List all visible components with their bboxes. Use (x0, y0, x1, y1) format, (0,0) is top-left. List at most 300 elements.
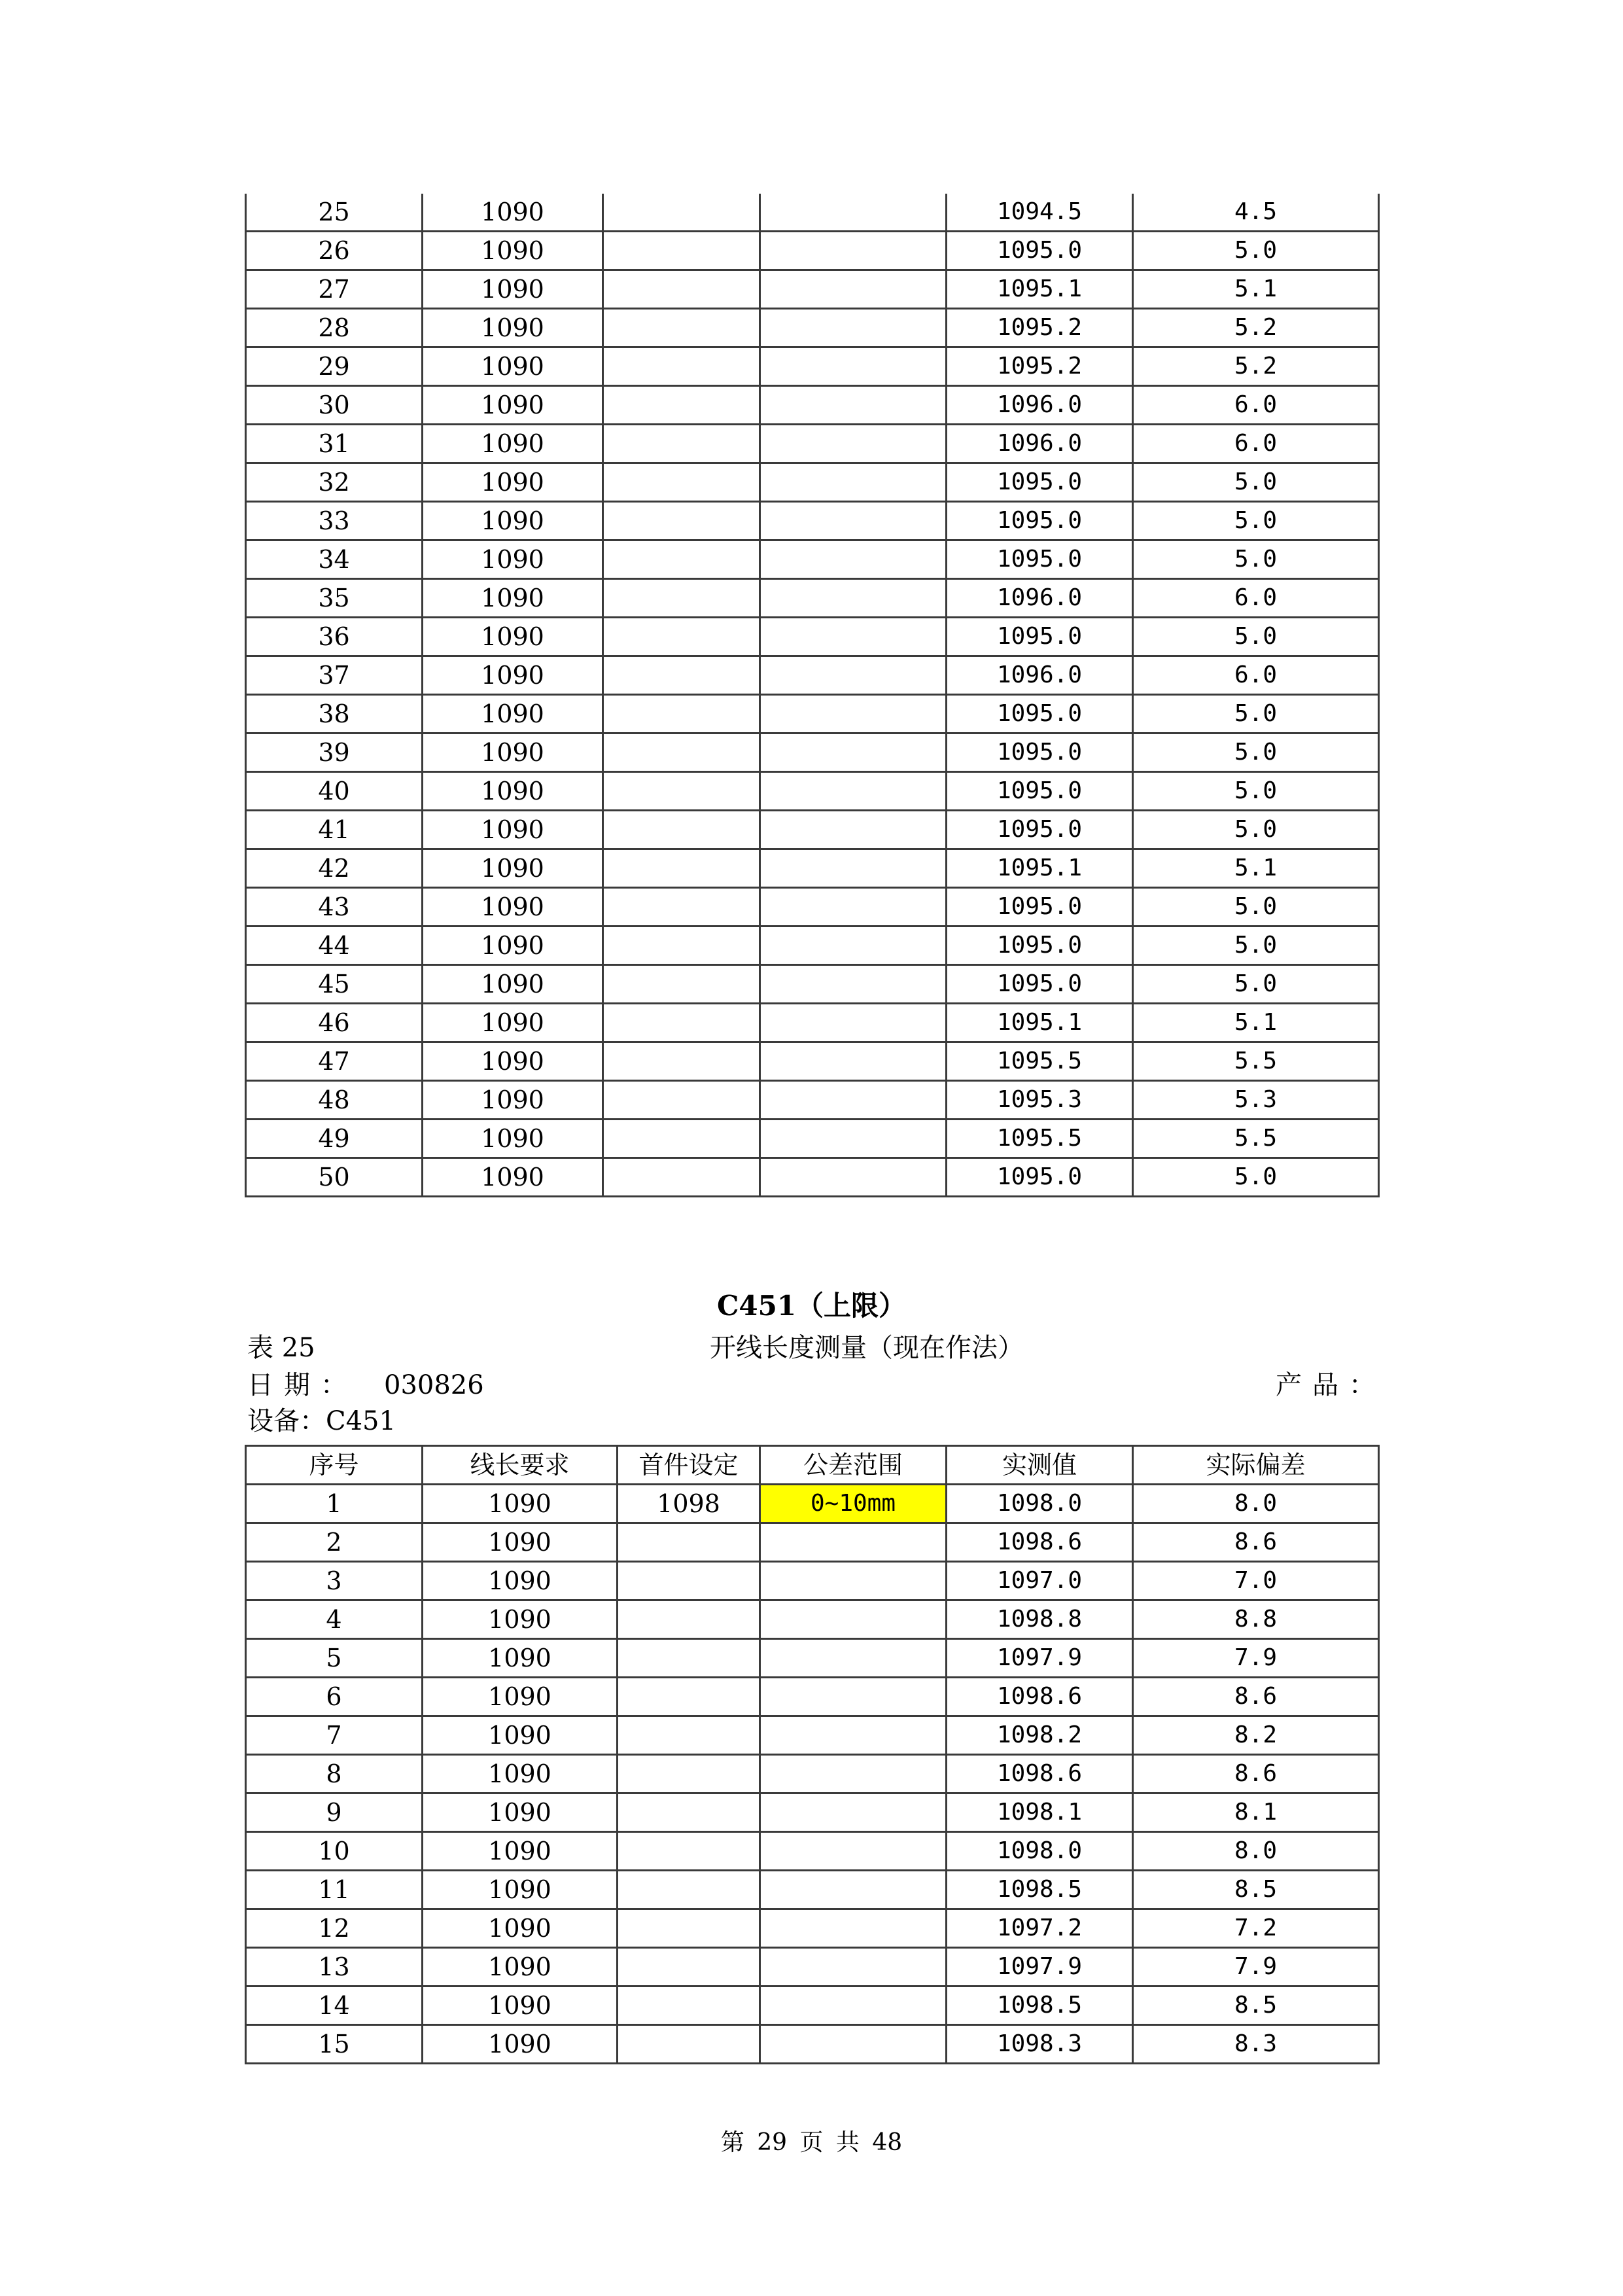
cell-first-setting (618, 1832, 760, 1871)
cell-serial: 25 (246, 194, 423, 232)
cell-tolerance (760, 733, 947, 772)
cell-length-requirement: 1090 (423, 849, 603, 888)
cell-length-requirement: 1090 (423, 347, 603, 386)
cell-tolerance (760, 1562, 947, 1600)
cell-tolerance (760, 502, 947, 540)
cell-serial: 39 (246, 733, 423, 772)
cell-tolerance (760, 194, 947, 232)
cell-measured: 1096.0 (947, 386, 1133, 425)
cell-measured: 1097.9 (947, 1948, 1133, 1987)
table-row (246, 270, 1379, 309)
cell-measured: 1098.5 (947, 1871, 1133, 1909)
cell-first-setting (603, 965, 760, 1004)
cell-measured: 1095.5 (947, 1120, 1133, 1158)
table-row (246, 309, 1379, 347)
cell-first-setting (618, 1639, 760, 1678)
cell-first-setting (618, 1600, 760, 1639)
cell-measured: 1096.0 (947, 579, 1133, 618)
cell-measured: 1095.1 (947, 1004, 1133, 1042)
cell-first-setting: 1098 (618, 1485, 760, 1523)
table-row (246, 347, 1379, 386)
cell-length-requirement: 1090 (423, 232, 603, 270)
table-row (246, 1909, 1379, 1948)
cell-deviation: 5.5 (1133, 1120, 1379, 1158)
cell-length-requirement: 1090 (423, 888, 603, 927)
cell-tolerance (760, 463, 947, 502)
cell-deviation: 8.6 (1133, 1678, 1379, 1716)
cell-first-setting (603, 695, 760, 733)
cell-length-requirement: 1090 (423, 579, 603, 618)
cell-length-requirement: 1090 (423, 1158, 603, 1197)
cell-deviation: 5.1 (1133, 1004, 1379, 1042)
table-row (246, 386, 1379, 425)
cell-tolerance (760, 425, 947, 463)
table-row (246, 425, 1379, 463)
cell-measured: 1097.2 (947, 1909, 1133, 1948)
cell-first-setting (618, 1909, 760, 1948)
cell-serial: 33 (246, 502, 423, 540)
table-row (246, 1987, 1379, 2025)
cell-serial: 49 (246, 1120, 423, 1158)
cell-serial: 50 (246, 1158, 423, 1197)
cell-measured: 1095.0 (947, 232, 1133, 270)
cell-serial: 6 (246, 1678, 423, 1716)
cell-first-setting (618, 1948, 760, 1987)
cell-measured: 1094.5 (947, 194, 1133, 232)
table-row (246, 463, 1379, 502)
cell-length-requirement: 1090 (423, 309, 603, 347)
cell-serial: 1 (246, 1485, 423, 1523)
cell-length-requirement: 1090 (423, 1042, 603, 1081)
cell-tolerance (760, 1987, 947, 2025)
cell-first-setting (618, 1755, 760, 1793)
cell-tolerance (760, 1909, 947, 1948)
cell-tolerance (760, 347, 947, 386)
cell-tolerance (760, 1523, 947, 1562)
cell-serial: 4 (246, 1600, 423, 1639)
cell-serial: 45 (246, 965, 423, 1004)
cell-first-setting (603, 1120, 760, 1158)
cell-tolerance (760, 232, 947, 270)
cell-length-requirement: 1090 (423, 1716, 618, 1755)
cell-tolerance (760, 888, 947, 927)
cell-serial: 7 (246, 1716, 423, 1755)
cell-deviation: 6.0 (1133, 579, 1379, 618)
cell-deviation: 8.6 (1133, 1523, 1379, 1562)
cell-first-setting (603, 194, 760, 232)
cell-length-requirement: 1090 (423, 1004, 603, 1042)
table-row (246, 618, 1379, 656)
cell-serial: 15 (246, 2025, 423, 2064)
cell-serial: 26 (246, 232, 423, 270)
measurement-table-c451 (245, 1445, 1380, 2064)
cell-first-setting (603, 1081, 760, 1120)
cell-serial: 11 (246, 1871, 423, 1909)
cell-length-requirement: 1090 (423, 1523, 618, 1562)
cell-serial: 27 (246, 270, 423, 309)
cell-deviation: 5.1 (1133, 270, 1379, 309)
cell-deviation: 5.0 (1133, 733, 1379, 772)
cell-deviation: 5.0 (1133, 463, 1379, 502)
cell-serial: 30 (246, 386, 423, 425)
cell-deviation: 7.9 (1133, 1948, 1379, 1987)
cell-length-requirement: 1090 (423, 270, 603, 309)
cell-tolerance (760, 849, 947, 888)
cell-first-setting (603, 309, 760, 347)
cell-serial: 42 (246, 849, 423, 888)
cell-tolerance (760, 2025, 947, 2064)
table-row (246, 927, 1379, 965)
cell-first-setting (618, 1523, 760, 1562)
cell-measured: 1095.0 (947, 463, 1133, 502)
cell-deviation: 6.0 (1133, 656, 1379, 695)
cell-deviation: 8.1 (1133, 1793, 1379, 1832)
cell-length-requirement: 1090 (423, 1987, 618, 2025)
table-row (246, 965, 1379, 1004)
cell-length-requirement: 1090 (423, 1081, 603, 1120)
cell-measured: 1095.1 (947, 270, 1133, 309)
cell-first-setting (603, 1004, 760, 1042)
cell-measured: 1095.0 (947, 1158, 1133, 1197)
cell-length-requirement: 1090 (423, 1120, 603, 1158)
cell-first-setting (603, 1158, 760, 1197)
cell-length-requirement: 1090 (423, 618, 603, 656)
cell-measured: 1096.0 (947, 656, 1133, 695)
table-title: 开线长度测量（现在作法） (710, 1333, 1024, 1363)
cell-serial: 5 (246, 1639, 423, 1678)
cell-deviation: 8.2 (1133, 1716, 1379, 1755)
table-row (246, 1793, 1379, 1832)
cell-length-requirement: 1090 (423, 1793, 618, 1832)
cell-tolerance (760, 1042, 947, 1081)
cell-deviation: 5.0 (1133, 232, 1379, 270)
cell-measured: 1095.0 (947, 811, 1133, 849)
cell-length-requirement: 1090 (423, 927, 603, 965)
cell-deviation: 5.0 (1133, 811, 1379, 849)
table-row (246, 1081, 1379, 1120)
table-row (246, 888, 1379, 927)
table-row (246, 1832, 1379, 1871)
cell-deviation: 5.3 (1133, 1081, 1379, 1120)
cell-deviation: 5.0 (1133, 695, 1379, 733)
cell-first-setting (603, 232, 760, 270)
cell-deviation: 8.8 (1133, 1600, 1379, 1639)
header-cell-length-requirement: 线长要求 (423, 1446, 618, 1485)
cell-deviation: 8.6 (1133, 1755, 1379, 1793)
table-row (246, 1948, 1379, 1987)
cell-first-setting (603, 772, 760, 811)
cell-tolerance (760, 656, 947, 695)
cell-tolerance (760, 386, 947, 425)
cell-serial: 36 (246, 618, 423, 656)
cell-measured: 1096.0 (947, 425, 1133, 463)
cell-deviation: 5.0 (1133, 772, 1379, 811)
cell-deviation: 5.0 (1133, 965, 1379, 1004)
header-cell-first-setting: 首件设定 (618, 1446, 760, 1485)
cell-tolerance (760, 540, 947, 579)
cell-first-setting (603, 347, 760, 386)
cell-deviation: 5.5 (1133, 1042, 1379, 1081)
cell-length-requirement: 1090 (423, 194, 603, 232)
table-row (246, 1562, 1379, 1600)
cell-serial: 14 (246, 1987, 423, 2025)
cell-tolerance (760, 811, 947, 849)
cell-length-requirement: 1090 (423, 425, 603, 463)
cell-length-requirement: 1090 (423, 2025, 618, 2064)
cell-serial: 10 (246, 1832, 423, 1871)
cell-deviation: 5.0 (1133, 888, 1379, 927)
cell-measured: 1095.1 (947, 849, 1133, 888)
cell-deviation: 5.0 (1133, 540, 1379, 579)
cell-first-setting (618, 2025, 760, 2064)
cell-first-setting (603, 502, 760, 540)
table-row (246, 849, 1379, 888)
cell-tolerance (760, 1600, 947, 1639)
cell-measured: 1095.0 (947, 927, 1133, 965)
table-row (246, 733, 1379, 772)
equipment-label: 设备：C451 (247, 1406, 396, 1436)
cell-length-requirement: 1090 (423, 1755, 618, 1793)
cell-length-requirement: 1090 (423, 1485, 618, 1523)
cell-length-requirement: 1090 (423, 1600, 618, 1639)
cell-first-setting (603, 1042, 760, 1081)
cell-serial: 43 (246, 888, 423, 927)
cell-deviation: 6.0 (1133, 386, 1379, 425)
cell-serial: 47 (246, 1042, 423, 1081)
cell-first-setting (618, 1562, 760, 1600)
table-row (246, 772, 1379, 811)
cell-serial: 8 (246, 1755, 423, 1793)
table-row (246, 695, 1379, 733)
cell-first-setting (603, 386, 760, 425)
table-row (246, 1600, 1379, 1639)
cell-tolerance: 0~10mm (760, 1485, 947, 1523)
table-row (246, 1871, 1379, 1909)
table-row (246, 1755, 1379, 1793)
cell-deviation: 5.0 (1133, 1158, 1379, 1197)
cell-tolerance (760, 1639, 947, 1678)
table-row (246, 1716, 1379, 1755)
cell-tolerance (760, 1716, 947, 1755)
cell-serial: 37 (246, 656, 423, 695)
cell-length-requirement: 1090 (423, 733, 603, 772)
cell-serial: 12 (246, 1909, 423, 1948)
cell-tolerance (760, 695, 947, 733)
table-row (246, 1004, 1379, 1042)
cell-measured: 1097.9 (947, 1639, 1133, 1678)
cell-serial: 9 (246, 1793, 423, 1832)
product-label: 产品： (1276, 1370, 1386, 1400)
cell-first-setting (603, 927, 760, 965)
cell-first-setting (618, 1871, 760, 1909)
cell-measured: 1097.0 (947, 1562, 1133, 1600)
cell-length-requirement: 1090 (423, 1948, 618, 1987)
cell-tolerance (760, 1793, 947, 1832)
cell-deviation: 7.0 (1133, 1562, 1379, 1600)
cell-measured: 1098.5 (947, 1987, 1133, 2025)
cell-first-setting (603, 656, 760, 695)
header-row (246, 1446, 1379, 1485)
cell-first-setting (603, 888, 760, 927)
cell-measured: 1095.2 (947, 309, 1133, 347)
measurement-table-continued (245, 194, 1380, 1197)
cell-measured: 1098.6 (947, 1523, 1133, 1562)
cell-length-requirement: 1090 (423, 1871, 618, 1909)
cell-deviation: 8.0 (1133, 1832, 1379, 1871)
cell-deviation: 5.0 (1133, 502, 1379, 540)
cell-measured: 1095.0 (947, 965, 1133, 1004)
cell-deviation: 5.0 (1133, 927, 1379, 965)
cell-measured: 1098.6 (947, 1755, 1133, 1793)
cell-first-setting (603, 270, 760, 309)
table-row (246, 579, 1379, 618)
cell-measured: 1095.0 (947, 733, 1133, 772)
cell-serial: 46 (246, 1004, 423, 1042)
cell-deviation: 8.5 (1133, 1871, 1379, 1909)
cell-length-requirement: 1090 (423, 1639, 618, 1678)
cell-serial: 38 (246, 695, 423, 733)
table-row (246, 1120, 1379, 1158)
cell-tolerance (760, 1004, 947, 1042)
cell-tolerance (760, 965, 947, 1004)
cell-first-setting (618, 1716, 760, 1755)
cell-first-setting (603, 579, 760, 618)
cell-tolerance (760, 1158, 947, 1197)
cell-measured: 1095.0 (947, 772, 1133, 811)
cell-tolerance (760, 1948, 947, 1987)
cell-first-setting (603, 463, 760, 502)
cell-first-setting (618, 1678, 760, 1716)
cell-measured: 1095.3 (947, 1081, 1133, 1120)
table-row (246, 232, 1379, 270)
cell-measured: 1098.0 (947, 1485, 1133, 1523)
table-row (246, 194, 1379, 232)
table-row (246, 811, 1379, 849)
cell-deviation: 5.2 (1133, 347, 1379, 386)
cell-first-setting (603, 733, 760, 772)
table-row (246, 540, 1379, 579)
cell-measured: 1095.0 (947, 502, 1133, 540)
table-row (246, 1639, 1379, 1678)
header-cell-serial: 序号 (246, 1446, 423, 1485)
cell-length-requirement: 1090 (423, 1909, 618, 1948)
cell-serial: 48 (246, 1081, 423, 1120)
cell-tolerance (760, 270, 947, 309)
cell-tolerance (760, 618, 947, 656)
cell-deviation: 5.1 (1133, 849, 1379, 888)
cell-length-requirement: 1090 (423, 656, 603, 695)
table-row (246, 1678, 1379, 1716)
cell-measured: 1095.0 (947, 618, 1133, 656)
cell-deviation: 5.2 (1133, 309, 1379, 347)
header-cell-measured: 实测值 (947, 1446, 1133, 1485)
cell-deviation: 5.0 (1133, 618, 1379, 656)
cell-tolerance (760, 927, 947, 965)
cell-measured: 1098.0 (947, 1832, 1133, 1871)
cell-serial: 31 (246, 425, 423, 463)
cell-first-setting (603, 811, 760, 849)
table-row (246, 1485, 1379, 1523)
date-value: 030826 (384, 1370, 484, 1400)
date-label: 日期： (247, 1370, 357, 1400)
section-title: C451（上限） (716, 1290, 907, 1322)
cell-measured: 1098.6 (947, 1678, 1133, 1716)
cell-serial: 34 (246, 540, 423, 579)
cell-deviation: 8.0 (1133, 1485, 1379, 1523)
cell-deviation: 7.9 (1133, 1639, 1379, 1678)
cell-tolerance (760, 1678, 947, 1716)
page-footer: 第 29 页 共 48 (720, 2129, 903, 2156)
cell-measured: 1095.5 (947, 1042, 1133, 1081)
cell-tolerance (760, 309, 947, 347)
cell-measured: 1098.8 (947, 1600, 1133, 1639)
cell-first-setting (603, 425, 760, 463)
cell-measured: 1095.0 (947, 888, 1133, 927)
cell-measured: 1098.2 (947, 1716, 1133, 1755)
table-row (246, 502, 1379, 540)
table-number: 表 25 (247, 1333, 315, 1363)
table-row (246, 2025, 1379, 2064)
cell-deviation: 7.2 (1133, 1909, 1379, 1948)
table-row (246, 1523, 1379, 1562)
cell-length-requirement: 1090 (423, 1832, 618, 1871)
cell-tolerance (760, 1081, 947, 1120)
cell-first-setting (603, 618, 760, 656)
cell-first-setting (618, 1793, 760, 1832)
cell-length-requirement: 1090 (423, 1562, 618, 1600)
cell-serial: 32 (246, 463, 423, 502)
table-row (246, 1158, 1379, 1197)
cell-deviation: 4.5 (1133, 194, 1379, 232)
cell-length-requirement: 1090 (423, 811, 603, 849)
cell-deviation: 6.0 (1133, 425, 1379, 463)
cell-deviation: 8.5 (1133, 1987, 1379, 2025)
cell-deviation: 8.3 (1133, 2025, 1379, 2064)
cell-length-requirement: 1090 (423, 772, 603, 811)
cell-measured: 1095.2 (947, 347, 1133, 386)
cell-first-setting (603, 540, 760, 579)
cell-serial: 13 (246, 1948, 423, 1987)
cell-length-requirement: 1090 (423, 386, 603, 425)
table-row (246, 1042, 1379, 1081)
cell-first-setting (603, 849, 760, 888)
cell-length-requirement: 1090 (423, 463, 603, 502)
header-cell-deviation: 实际偏差 (1133, 1446, 1379, 1485)
cell-first-setting (618, 1987, 760, 2025)
cell-length-requirement: 1090 (423, 540, 603, 579)
cell-length-requirement: 1090 (423, 695, 603, 733)
cell-serial: 44 (246, 927, 423, 965)
cell-serial: 2 (246, 1523, 423, 1562)
cell-serial: 41 (246, 811, 423, 849)
cell-tolerance (760, 579, 947, 618)
cell-serial: 40 (246, 772, 423, 811)
cell-length-requirement: 1090 (423, 965, 603, 1004)
cell-tolerance (760, 772, 947, 811)
cell-measured: 1095.0 (947, 695, 1133, 733)
cell-serial: 28 (246, 309, 423, 347)
cell-tolerance (760, 1832, 947, 1871)
cell-length-requirement: 1090 (423, 502, 603, 540)
cell-serial: 3 (246, 1562, 423, 1600)
cell-tolerance (760, 1871, 947, 1909)
cell-serial: 29 (246, 347, 423, 386)
table-row (246, 656, 1379, 695)
cell-tolerance (760, 1755, 947, 1793)
cell-tolerance (760, 1120, 947, 1158)
cell-measured: 1098.3 (947, 2025, 1133, 2064)
cell-measured: 1098.1 (947, 1793, 1133, 1832)
